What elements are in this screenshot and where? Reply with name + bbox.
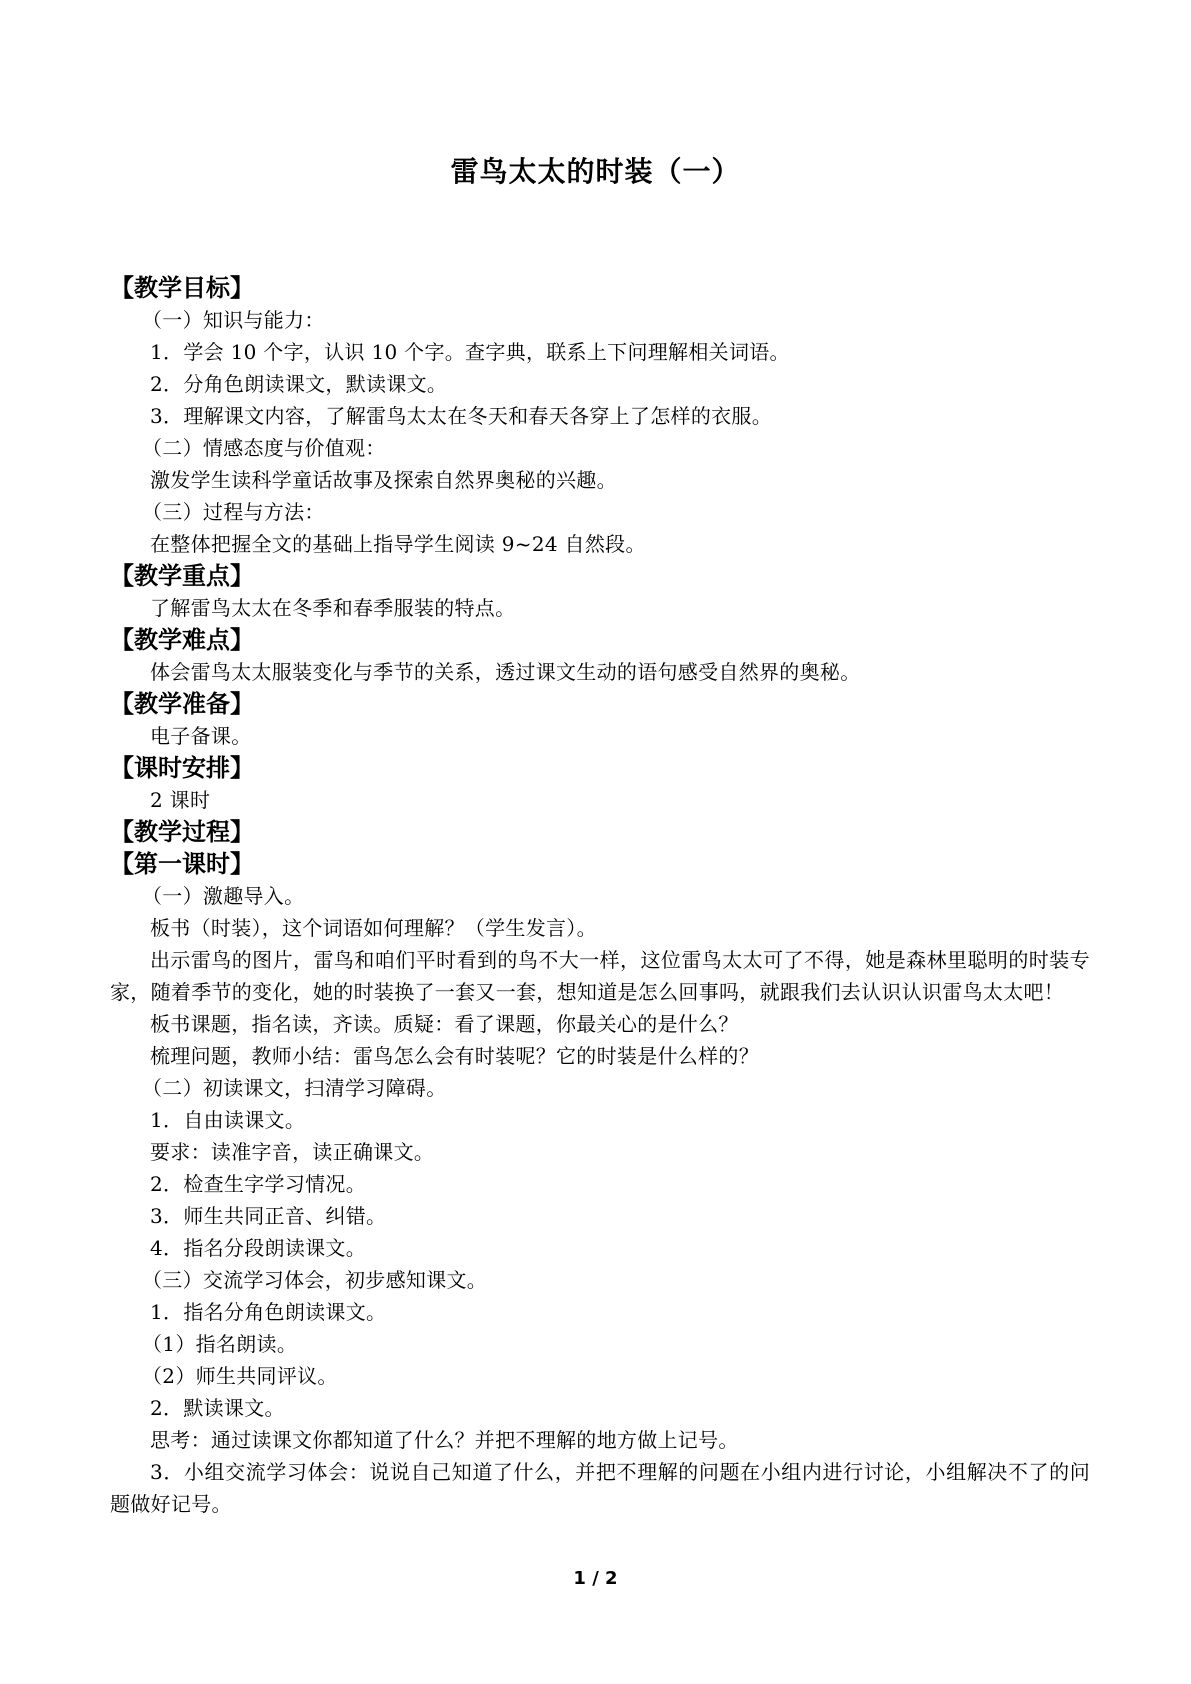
paragraph-line: 在整体把握全文的基础上指导学生阅读 9~24 自然段。 <box>150 532 646 556</box>
page-number: 1 / 2 <box>573 1568 618 1589</box>
paragraph-line: 激发学生读科学童话故事及探索自然界奥秘的兴趣。 <box>150 468 617 492</box>
section-heading-key-points: 【教学重点】 <box>110 562 254 590</box>
paragraph-line: 4．指名分段朗读课文。 <box>150 1236 367 1260</box>
paragraph-line: （二）初读课文，扫清学习障碍。 <box>142 1076 447 1100</box>
paragraph-line: （2）师生共同评议。 <box>142 1364 338 1388</box>
document-title: 雷鸟太太的时装（一） <box>450 155 741 188</box>
document-body <box>110 272 1090 1520</box>
paragraph-line: 板书课题，指名读，齐读。质疑：看了课题，你最关心的是什么？ <box>150 1012 739 1036</box>
paragraph-line: （1）指名朗读。 <box>142 1332 298 1356</box>
section-heading-difficulties: 【教学难点】 <box>110 626 254 654</box>
section-heading-schedule: 【课时安排】 <box>110 754 254 782</box>
paragraph-line: 3．师生共同正音、纠错。 <box>150 1204 387 1228</box>
paragraph-line: 体会雷鸟太太服装变化与季节的关系，透过课文生动的语句感受自然界的奥秘。 <box>150 660 861 684</box>
paragraph-text: 出示雷鸟的图片，雷鸟和咱们平时看到的鸟不大一样，这位雷鸟太太可了不得，她是森林里聪明的时装专家，随着季节的变化，她的时装换了一套又一套，想知道是怎么回事吗，就跟我们去认识认识雷鸟太太吧！ <box>110 948 1090 1004</box>
section-heading-preparation: 【教学准备】 <box>110 690 254 718</box>
paragraph-line: 1．指名分角色朗读课文。 <box>150 1300 387 1324</box>
paragraph-line: （三）过程与方法： <box>142 500 325 524</box>
paragraph-line: 要求：读准字音，读正确课文。 <box>150 1140 435 1164</box>
paragraph-line: 梳理问题，教师小结：雷鸟怎么会有时装呢？它的时装是什么样的？ <box>150 1044 759 1068</box>
paragraph-line: 2 课时 <box>150 788 211 812</box>
paragraph-line: 1．自由读课文。 <box>150 1108 306 1132</box>
paragraph-line: 板书（时装），这个词语如何理解？（学生发言）。 <box>150 916 597 940</box>
paragraph-line: （一）激趣导入。 <box>142 884 305 908</box>
paragraph-line: 了解雷鸟太太在冬季和春季服装的特点。 <box>150 596 516 620</box>
paragraph-line: 2．检查生字学习情况。 <box>150 1172 367 1196</box>
paragraph-line: 3．理解课文内容，了解雷鸟太太在冬天和春天各穿上了怎样的衣服。 <box>150 404 773 428</box>
paragraph-line: 2．分角色朗读课文，默读课文。 <box>150 372 448 396</box>
paragraph-text: 3．小组交流学习体会：说说自己知道了什么，并把不理解的问题在小组内进行讨论，小组解决不了的问题做好记号。 <box>110 1460 1090 1516</box>
paragraph-line: （一）知识与能力： <box>142 308 325 332</box>
section-heading-process: 【教学过程】 <box>110 818 254 846</box>
paragraph-line: （三）交流学习体会，初步感知课文。 <box>142 1268 488 1292</box>
paragraph-line: 思考：通过读课文你都知道了什么？并把不理解的地方做上记号。 <box>150 1428 739 1452</box>
section-heading-first-lesson: 【第一课时】 <box>110 850 254 878</box>
paragraph-line: 电子备课。 <box>150 724 252 748</box>
section-heading-objectives: 【教学目标】 <box>110 274 254 302</box>
paragraph-line: 2．默读课文。 <box>150 1396 285 1420</box>
paragraph-line: 1．学会 10 个字，认识 10 个字。查字典，联系上下问理解相关词语。 <box>150 340 790 364</box>
paragraph-line: （二）情感态度与价值观： <box>142 436 386 460</box>
